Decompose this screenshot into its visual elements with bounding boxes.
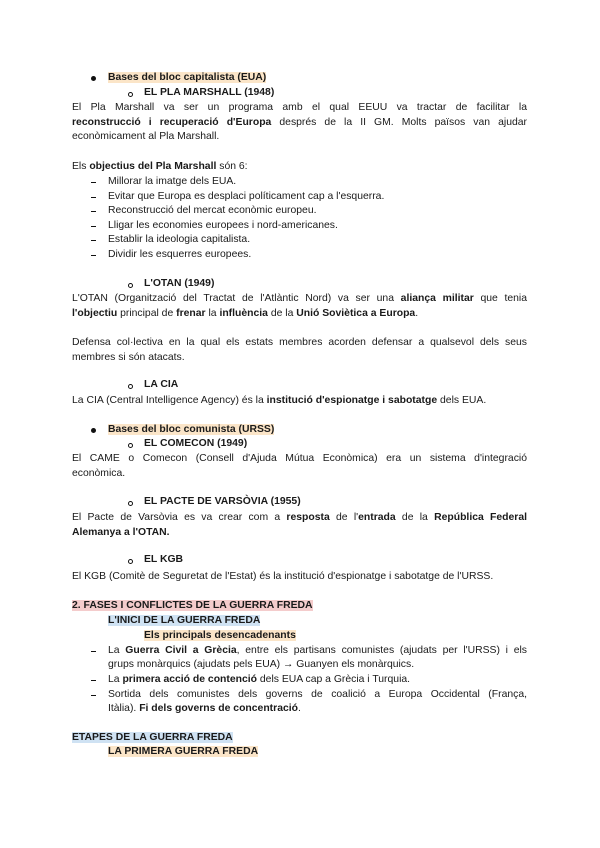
varsovia-line: El Pacte de Varsòvia es va crear com a resposta de l'entrada de la República Federal [72, 512, 527, 523]
marshall-line: reconstrucció i recuperació d'Europa després de la II GM. Molts països van ajudar [72, 116, 527, 128]
comecon-line: econòmica. [72, 467, 126, 479]
bullet-dot-icon [91, 76, 96, 81]
otan-defensa-paragraph [72, 336, 527, 365]
varsovia-line: Alemanya a l'OTAN. [72, 526, 170, 538]
circle-bullet-icon [128, 384, 133, 389]
otan-line: Defensa col·lectiva en la qual els estats membres acorden defensar a qualsevol dels seus [72, 337, 527, 348]
circle-bullet-icon [128, 559, 133, 564]
bullet-dot-icon [91, 428, 96, 433]
otan-paragraph [72, 292, 527, 321]
inici-subheading: L'INICI DE LA GUERRA FREDA [108, 615, 261, 626]
list-item: La primera acció de contenció dels EUA cap a Grècia i Turquia. [108, 674, 411, 685]
varsovia-title: EL PACTE DE VARSÒVIA (1955) [144, 496, 301, 507]
list-item: Reconstrucció del mercat econòmic europeu. [108, 205, 317, 216]
list-item: Millorar la imatge dels EUA. [108, 176, 237, 187]
section-capitalista-heading: Bases del bloc capitalista (EUA) [108, 72, 267, 83]
cia-paragraph: La CIA (Central Intelligence Agency) és la institució d'espionatge i sabotatge dels EUA. [72, 395, 487, 406]
dash-icon [91, 240, 96, 241]
dash-icon [91, 226, 96, 227]
marshall-paragraph [72, 101, 527, 145]
comecon-title: EL COMECON (1949) [144, 438, 248, 449]
marshall-line: econòmicament al Pla Marshall. [72, 131, 220, 143]
list-item: Evitar que Europa es desplaci políticament cap a l'esquerra. [108, 191, 385, 202]
list-item: Lligar les economies europees i nord-americanes. [108, 220, 338, 231]
list-item: Establir la ideologia capitalista. [108, 234, 251, 245]
kgb-paragraph: El KGB (Comitè de Seguretat de l'Estat) és la institució d'espionatge i sabotatge de l'URSS. [72, 571, 494, 582]
dash-icon [91, 182, 96, 183]
desencadenants-subheading: Els principals desencadenants [144, 630, 296, 641]
marshall-title: EL PLA MARSHALL (1948) [144, 87, 275, 98]
otan-line: L'OTAN (Organització del Tractat de l'Atlàntic Nord) va ser una aliança militar que tenia [72, 293, 527, 304]
cia-title: LA CIA [144, 379, 179, 390]
otan-line: membres si són atacats. [72, 351, 185, 363]
circle-bullet-icon [128, 92, 133, 97]
otan-line: l'objectiu principal de frenar la influència de la Unió Soviètica a Europa. [72, 307, 419, 319]
dash-icon [91, 255, 96, 256]
dash-icon [91, 651, 96, 652]
dash-icon [91, 680, 96, 681]
section-comunista-heading: Bases del bloc comunista (URSS) [108, 424, 275, 435]
section-2-heading: 2. FASES I CONFLICTES DE LA GUERRA FREDA [72, 600, 313, 611]
varsovia-paragraph [72, 511, 527, 540]
dash-icon [91, 197, 96, 198]
circle-bullet-icon [128, 501, 133, 506]
list-item: Dividir les esquerres europees. [108, 249, 252, 260]
comecon-line: El CAME o Comecon (Consell d'Ajuda Mútua Econòmica) era un sistema d'integració [72, 453, 527, 464]
marshall-objectives-intro: Els objectius del Pla Marshall són 6: [72, 161, 248, 172]
dash-icon [91, 211, 96, 212]
dash-icon [91, 695, 96, 696]
list-item: Sortida dels comunistes dels governs de coalició a Europa Occidental (França, Itàlia). Fi dels governs de concentració. [108, 689, 527, 714]
circle-bullet-icon [128, 443, 133, 448]
list-item: La Guerra Civil a Grècia, entre els partisans comunistes (ajudats per l'URSS) i els grups monàrquics (ajudats pels EUA) → Guanyen els monàrquics. [108, 645, 527, 670]
otan-title: L'OTAN (1949) [144, 278, 215, 289]
primera-guerra-freda-subheading: LA PRIMERA GUERRA FREDA [108, 746, 259, 757]
comecon-paragraph [72, 452, 527, 481]
circle-bullet-icon [128, 283, 133, 288]
marshall-line: El Pla Marshall va ser un programa amb el qual EEUU va tractar de facilitar la [72, 102, 527, 113]
kgb-title: EL KGB [144, 554, 184, 565]
etapes-heading: ETAPES DE LA GUERRA FREDA [72, 732, 233, 743]
